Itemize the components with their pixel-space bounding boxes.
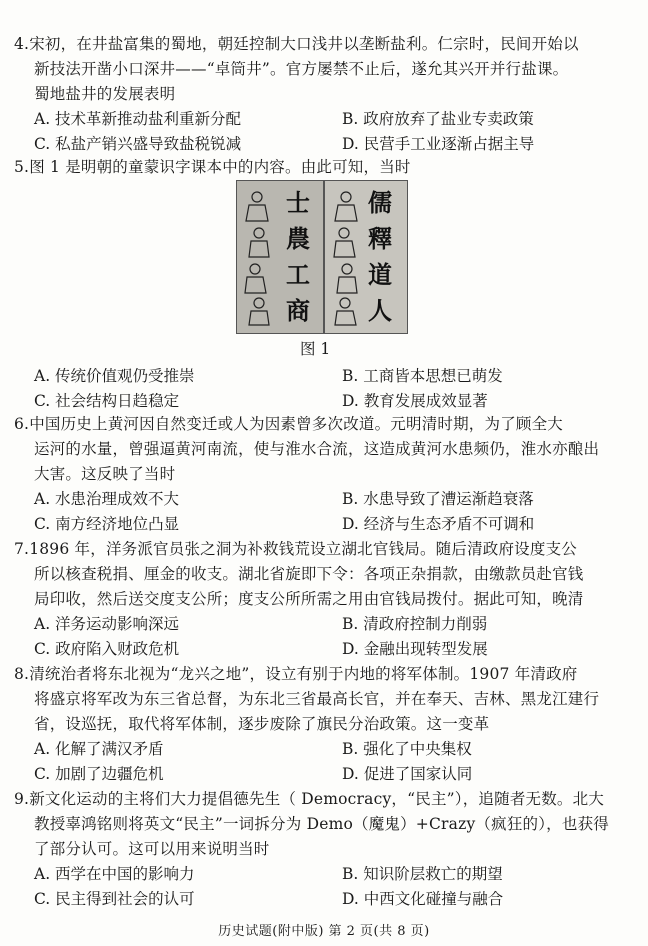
option-9a[interactable]: A. 西学在中国的影响力 — [34, 865, 195, 883]
question-7-line-3: 局印收，然后送交度支公所；度支公所所需之用由官钱局拨付。据此可知，晚清 — [34, 590, 584, 608]
question-9-line-3: 了部分认可。这可以用来说明当时 — [34, 840, 270, 858]
figure-right-characters — [365, 185, 395, 329]
option-5a[interactable]: A. 传统价值观仍受推崇 — [34, 367, 195, 385]
question-6-line-1: 6.中国历史上黄河因自然变迁或人为因素曾多次改道。元明清时期，为了顾全大 — [14, 415, 563, 433]
option-5d[interactable]: D. 教育发展成效显著 — [342, 392, 488, 410]
figure-char-shi: 士 — [286, 188, 310, 217]
question-7-line-1: 7.1896 年，洋务派官员张之洞为补救钱荒设立湖北官钱局。随后清政府设度支公 — [14, 540, 577, 558]
option-8c[interactable]: C. 加剧了边疆危机 — [34, 765, 164, 783]
option-8b[interactable]: B. 强化了中央集权 — [342, 740, 472, 758]
scholar-figures-illustration — [241, 187, 277, 327]
page-footer: 历史试题(附中版) 第 2 页(共 8 页) — [218, 924, 430, 939]
figure-char-shang: 商 — [286, 296, 310, 325]
question-4 — [14, 32, 640, 107]
option-7d[interactable]: D. 金融出现转型发展 — [342, 640, 488, 658]
figure-1 — [236, 180, 406, 332]
option-5c[interactable]: C. 社会结构日趋稳定 — [34, 392, 180, 410]
option-4c[interactable]: C. 私盐产销兴盛导致盐税锐减 — [34, 135, 242, 153]
figure-panel-right — [324, 180, 408, 334]
question-4-line-3: 蜀地盐井的发展表明 — [34, 85, 176, 103]
question-6-line-3: 大害。这反映了当时 — [34, 465, 176, 483]
option-8d[interactable]: D. 促进了国家认同 — [342, 765, 473, 783]
option-4b[interactable]: B. 政府放弃了盐业专卖政策 — [342, 110, 534, 128]
question-4-line-1: 4.宋初，在井盐富集的蜀地，朝廷控制大口浅井以垄断盐利。仁宗时，民间开始以 — [14, 35, 579, 53]
option-7a[interactable]: A. 洋务运动影响深远 — [34, 615, 180, 633]
question-4-options — [34, 107, 634, 157]
question-8-line-3: 省，设巡抚，取代将军体制，逐步废除了旗民分治政策。这一变革 — [34, 715, 490, 733]
question-6-line-2: 运河的水量，曾强逼黄河南流，使与淮水合流，这造成黄河水患频仍，淮水亦酿出 — [34, 440, 600, 458]
option-4d[interactable]: D. 民营手工业逐渐占据主导 — [342, 135, 535, 153]
question-5-options — [34, 364, 634, 414]
option-4a[interactable]: A. 技术革新推动盐利重新分配 — [34, 110, 242, 128]
option-6c[interactable]: C. 南方经济地位凸显 — [34, 515, 180, 533]
figure-char-nong: 農 — [286, 224, 310, 253]
religious-figures-illustration — [329, 187, 365, 327]
question-5 — [14, 155, 640, 180]
option-9d[interactable]: D. 中西文化碰撞与融合 — [342, 890, 504, 908]
question-9-line-2: 教授辜鸿铭则将英文“民主”一词拆分为 Demo（魔鬼）+Crazy（疯狂的），也获得 — [34, 815, 609, 833]
figure-char-ru: 儒 — [368, 188, 392, 217]
question-8-line-2: 将盛京将军改为东三省总督，为东北三省最高长官，并在奉天、吉林、黑龙江建行 — [34, 690, 600, 708]
figure-char-ren: 人 — [368, 296, 392, 325]
option-6a[interactable]: A. 水患治理成效不大 — [34, 490, 180, 508]
question-7 — [14, 537, 640, 612]
question-8 — [14, 662, 640, 737]
question-6-options — [34, 487, 634, 537]
question-8-line-1: 8.清统治者将东北视为“龙兴之地”，设立有别于内地的将军体制。1907 年清政府 — [14, 665, 578, 683]
question-9-line-1: 9.新文化运动的主将们大力提倡德先生（ Democracy，“民主”），追随者无数。北大 — [14, 790, 605, 808]
question-7-line-2: 所以核查税捐、厘金的收支。湖北省旋即下令：各项正杂捐款，由缴款员赴官钱 — [34, 565, 584, 583]
figure-panel-left — [236, 180, 324, 334]
question-5-line-1: 5.图 1 是明朝的童蒙识字课本中的内容。由此可知，当时 — [14, 158, 411, 176]
question-9-options — [34, 862, 634, 912]
question-9 — [14, 787, 640, 862]
question-7-options — [34, 612, 634, 662]
question-8-options — [34, 737, 634, 787]
option-8a[interactable]: A. 化解了满汉矛盾 — [34, 740, 164, 758]
option-9b[interactable]: B. 知识阶层救亡的期望 — [342, 865, 503, 883]
question-4-line-2: 新技法开凿小口深井——“卓筒井”。官方屡禁不止后，遂允其兴开并行盐课。 — [34, 60, 569, 78]
figure-char-shi2: 釋 — [368, 224, 392, 253]
figure-caption: 图 1 — [300, 340, 331, 358]
option-6d[interactable]: D. 经济与生态矛盾不可调和 — [342, 515, 535, 533]
option-7c[interactable]: C. 政府陷入财政危机 — [34, 640, 180, 658]
option-7b[interactable]: B. 清政府控制力削弱 — [342, 615, 488, 633]
figure-char-gong: 工 — [286, 260, 310, 289]
option-9c[interactable]: C. 民主得到社会的认可 — [34, 890, 195, 908]
option-6b[interactable]: B. 水患导致了漕运渐趋衰落 — [342, 490, 534, 508]
question-6 — [14, 412, 640, 487]
figure-char-dao: 道 — [368, 260, 392, 289]
option-5b[interactable]: B. 工商皆本思想已萌发 — [342, 367, 503, 385]
figure-left-characters — [283, 185, 313, 329]
